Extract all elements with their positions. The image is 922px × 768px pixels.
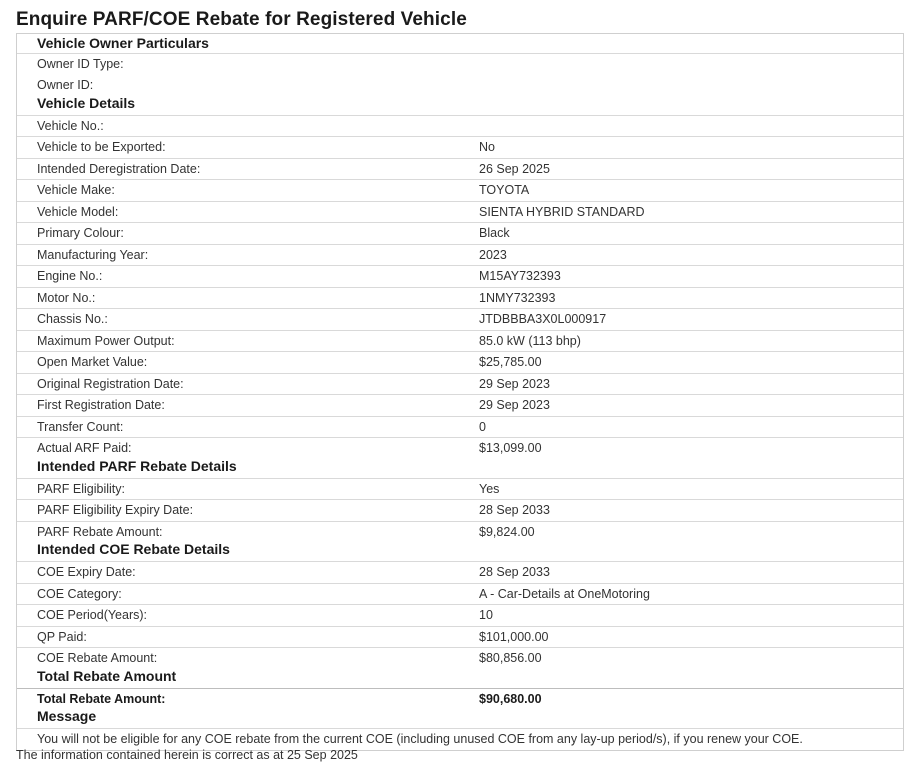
- detail-row: [17, 394, 903, 416]
- section-title: Vehicle Details: [37, 94, 136, 111]
- section-title: Intended COE Rebate Details: [37, 541, 230, 557]
- section-parf-rebate-details: [17, 459, 903, 478]
- owner-id-type-label: Owner ID Type:: [37, 57, 124, 71]
- coe-rebate-amount-label: COE Rebate Amount:: [37, 651, 158, 665]
- original-registration-date-label: Original Registration Date:: [37, 376, 184, 391]
- qp-paid-label: QP Paid:: [37, 629, 87, 644]
- section-title: Total Rebate Amount: [37, 667, 177, 684]
- parf-expiry-date-value: 28 Sep 2033: [479, 503, 550, 517]
- qp-paid-value: $101,000.00: [479, 629, 549, 644]
- chassis-no-value: JTDBBBA3X0L000917: [479, 312, 607, 326]
- detail-row: [17, 53, 903, 75]
- detail-row: [17, 330, 903, 352]
- parf-rebate-amount-label: PARF Rebate Amount:: [37, 524, 163, 539]
- actual-arf-paid-label: Actual ARF Paid:: [37, 441, 132, 455]
- first-registration-date-label: First Registration Date:: [37, 398, 165, 412]
- detail-row: [17, 499, 903, 521]
- owner-id-label: Owner ID:: [37, 77, 94, 92]
- detail-row: [17, 437, 903, 459]
- total-rebate-amount-label: Total Rebate Amount:: [37, 691, 166, 706]
- rebate-details-panel: [16, 33, 904, 751]
- vehicle-model-label: Vehicle Model:: [37, 204, 119, 219]
- parf-eligibility-value: Yes: [479, 481, 500, 496]
- parf-eligibility-label: PARF Eligibility:: [37, 481, 125, 496]
- engine-no-value: M15AY732393: [479, 269, 561, 283]
- detail-row: [17, 521, 903, 543]
- manufacturing-year-value: 2023: [479, 247, 507, 262]
- chassis-no-label: Chassis No.:: [37, 312, 108, 326]
- detail-row: [17, 647, 903, 669]
- detail-row: [17, 373, 903, 395]
- max-power-label: Maximum Power Output:: [37, 333, 175, 348]
- vehicle-model-value: SIENTA HYBRID STANDARD: [479, 204, 645, 219]
- vehicle-exported-label: Vehicle to be Exported:: [37, 140, 166, 154]
- transfer-count-value: 0: [479, 419, 486, 434]
- manufacturing-year-label: Manufacturing Year:: [37, 247, 149, 262]
- original-registration-date-value: 29 Sep 2023: [479, 376, 550, 391]
- section-title: Message: [37, 708, 97, 724]
- primary-colour-value: Black: [479, 226, 510, 240]
- motor-no-value: 1NMY732393: [479, 290, 556, 305]
- coe-category-label: COE Category:: [37, 586, 122, 601]
- section-title: Vehicle Owner Particulars: [37, 35, 209, 51]
- detail-row: [17, 478, 903, 500]
- detail-row: [17, 222, 903, 244]
- coe-category-value: A - Car-Details at OneMotoring: [479, 586, 650, 601]
- page-title: Enquire PARF/COE Rebate for Registered Vehicle: [16, 9, 467, 30]
- detail-row: [17, 287, 903, 309]
- actual-arf-paid-value: $13,099.00: [479, 441, 542, 455]
- detail-row: [17, 308, 903, 330]
- vehicle-no-label: Vehicle No.:: [37, 118, 104, 133]
- vehicle-make-value: TOYOTA: [479, 183, 530, 197]
- coe-expiry-date-value: 28 Sep 2033: [479, 565, 550, 579]
- coe-period-label: COE Period(Years):: [37, 608, 147, 622]
- message-row: [17, 728, 903, 750]
- detail-row: [17, 416, 903, 438]
- engine-no-label: Engine No.:: [37, 269, 103, 283]
- section-total-rebate: [17, 669, 903, 688]
- deregistration-date-value: 26 Sep 2025: [479, 161, 550, 176]
- detail-row: [17, 626, 903, 648]
- detail-row: [17, 265, 903, 287]
- parf-expiry-date-label: PARF Eligibility Expiry Date:: [37, 503, 194, 517]
- detail-row: [17, 136, 903, 158]
- coe-rebate-amount-value: $80,856.00: [479, 651, 542, 665]
- vehicle-exported-value: No: [479, 140, 495, 154]
- open-market-value-value: $25,785.00: [479, 355, 542, 369]
- detail-row: [17, 583, 903, 605]
- first-registration-date-value: 29 Sep 2023: [479, 398, 550, 412]
- detail-row: [17, 115, 903, 137]
- message-text: You will not be eligible for any COE rebate from the current COE (including unused COE from any lay-up period/s), if you renew your COE.: [37, 732, 803, 746]
- parf-rebate-amount-value: $9,824.00: [479, 524, 535, 539]
- vehicle-make-label: Vehicle Make:: [37, 183, 115, 197]
- detail-row: [17, 351, 903, 373]
- detail-row: [17, 604, 903, 626]
- detail-row: [17, 244, 903, 266]
- section-coe-rebate-details: [17, 542, 903, 561]
- detail-row: [17, 75, 903, 96]
- section-owner-particulars: [17, 33, 903, 53]
- transfer-count-label: Transfer Count:: [37, 419, 124, 434]
- coe-period-value: 10: [479, 608, 493, 622]
- detail-row: [17, 158, 903, 180]
- detail-row: [17, 201, 903, 223]
- detail-row: [17, 561, 903, 583]
- detail-row: [17, 688, 903, 710]
- section-title: Intended PARF Rebate Details: [37, 457, 237, 474]
- max-power-value: 85.0 kW (113 bhp): [479, 333, 581, 348]
- section-vehicle-details: [17, 96, 903, 115]
- total-rebate-amount-value: $90,680.00: [479, 691, 542, 706]
- motor-no-label: Motor No.:: [37, 290, 96, 305]
- open-market-value-label: Open Market Value:: [37, 355, 148, 369]
- footer-note: The information contained herein is correct as at 25 Sep 2025: [16, 748, 358, 762]
- section-message: [17, 709, 903, 728]
- coe-expiry-date-label: COE Expiry Date:: [37, 565, 136, 579]
- deregistration-date-label: Intended Deregistration Date:: [37, 161, 201, 176]
- detail-row: [17, 179, 903, 201]
- primary-colour-label: Primary Colour:: [37, 226, 124, 240]
